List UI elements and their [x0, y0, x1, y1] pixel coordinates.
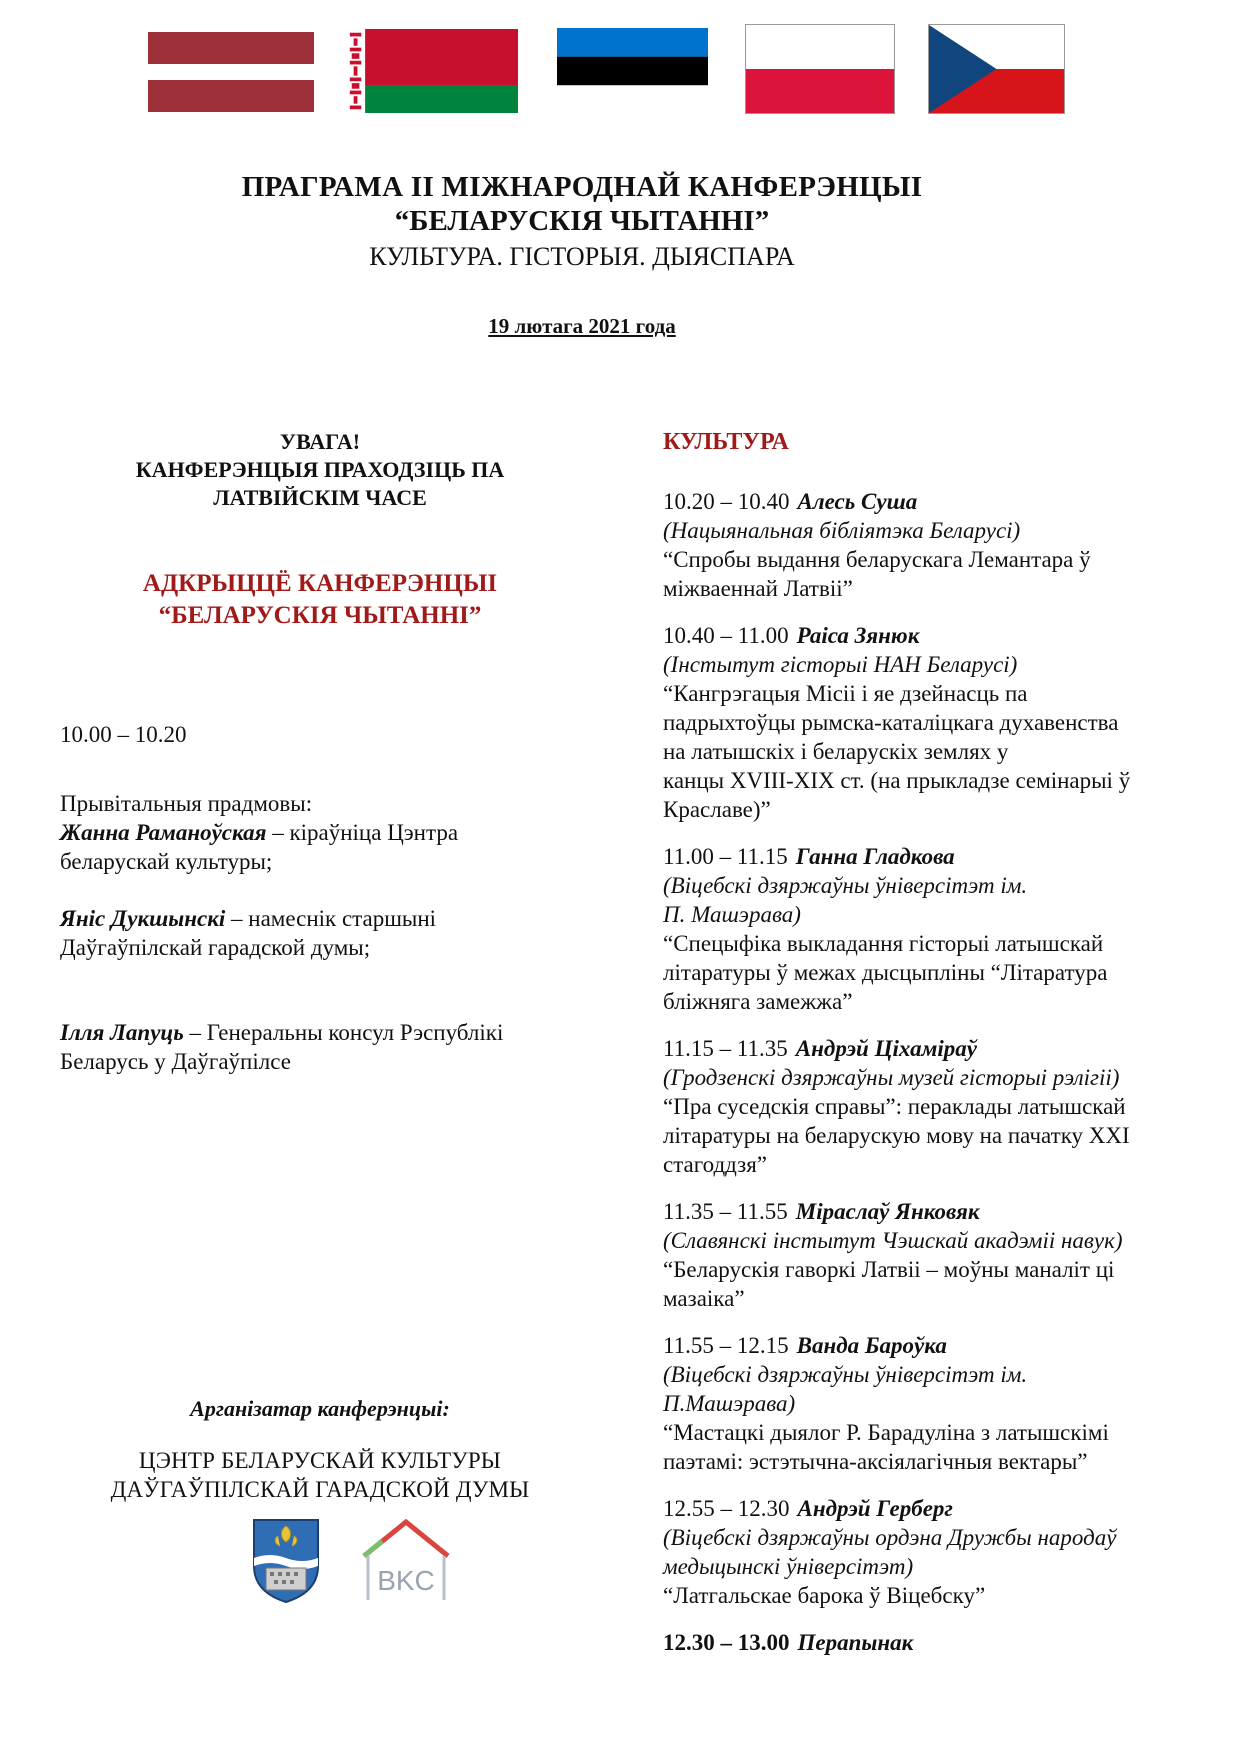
belarus-flag [346, 29, 518, 113]
talk-topic: міжваеннай Латвіі” [663, 576, 853, 601]
talk-time: 10.40 – 11.00 [663, 623, 789, 648]
talk-time: 10.20 – 10.40 [663, 489, 790, 514]
talk-speaker: Ганна Гладкова [795, 844, 955, 869]
talk-topic: “Спецыфіка выкладання гісторыі латышскай [663, 931, 1104, 956]
section-title-culture: КУЛЬТУРА [663, 429, 789, 455]
talk-topic: “Беларускія гаворкі Латвіі – моўны маналіт ці [663, 1257, 1115, 1282]
bkc-logo-text: BKC [377, 1565, 435, 1596]
speaker-role: – Генеральны консул Рэспублікі [183, 1020, 504, 1045]
organizer-name-line: ЦЭНТР БЕЛАРУСКАЙ КУЛЬТУРЫ [138, 1448, 502, 1473]
program-item [663, 1034, 1193, 1179]
notice-line: КАНФЕРЭНЦЫЯ ПРАХОДЗІЦЬ ПА [135, 457, 505, 482]
conference-subtitle: КУЛЬТУРА. ГІСТОРЫЯ. ДЫЯСПАРА [369, 242, 795, 271]
talk-institution: (Віцебскі дзяржаўны ордэна Дружбы народаў [663, 1525, 1117, 1550]
talk-topic: Краславе)” [663, 797, 771, 822]
organizer-logos [250, 1516, 470, 1606]
break-item [663, 1628, 1193, 1657]
talk-topic: стагоддзя” [663, 1152, 768, 1177]
talk-topic: літаратуры ў межах дысцыпліны “Літаратура [663, 960, 1108, 985]
talk-institution: (Славянскі інстытут Чэшскай акадэміі навук) [663, 1228, 1123, 1253]
organizer-name-line: ДАЎГАЎПІЛСКАЙ ГАРАДСКОЙ ДУМЫ [110, 1477, 530, 1502]
notice-line: УВАГА! [279, 429, 361, 454]
latvia-flag [148, 32, 314, 112]
speaker-role: Беларусь у Даўгаўпілсе [60, 1049, 291, 1074]
opening-title [60, 568, 580, 632]
speaker-name: Яніс Дукшынскі [60, 906, 226, 931]
estonia-flag [557, 28, 708, 114]
talk-topic: падрыхтоўцы рымска-каталіцкага духавенства [663, 710, 1119, 735]
opening-title-line: “БЕЛАРУСКІЯ ЧЫТАННІ” [158, 602, 482, 629]
talk-topic: “Латгальскае барока ў Віцебску” [663, 1583, 986, 1608]
talk-institution: медыцынскі ўніверсітэт) [663, 1554, 914, 1579]
break-time: 12.30 – 13.00 [663, 1630, 790, 1655]
talk-speaker: Міраслаў Янковяк [795, 1199, 980, 1224]
talk-speaker: Андрэй Герберг [797, 1496, 953, 1521]
document-header [0, 170, 1164, 274]
talk-topic: мазаіка” [663, 1286, 745, 1311]
program-item [663, 621, 1193, 824]
talk-topic: літаратуры на беларускую мову на пачатку ХХІ [663, 1123, 1130, 1148]
talk-speaker: Раіса Зянюк [796, 623, 920, 648]
program-item [663, 842, 1193, 1016]
program-item [663, 487, 1193, 603]
talk-institution: (Гродзенскі дзяржаўны музей гісторыі рэлігіі) [663, 1065, 1120, 1090]
speaker-role: Даўгаўпілскай гарадской думы; [60, 935, 371, 960]
greeting-speaker [60, 1018, 580, 1076]
program-item [663, 1494, 1193, 1610]
organizer-label: Арганізатар канферэнцыі: [190, 1396, 450, 1421]
program-title: ПРАГРАМА ІІ МІЖНАРОДНАЙ КАНФЕРЭНЦЫІ [241, 171, 923, 203]
program-item [663, 1331, 1193, 1476]
talk-institution: (Нацыянальная бібліятэка Беларусі) [663, 518, 1021, 543]
left-column [60, 428, 580, 1076]
talk-topic: “Спробы выдання беларускага Лемантара ў [663, 547, 1091, 572]
talk-institution: П.Машэрава) [663, 1391, 796, 1416]
speaker-role: – намеснік старшыні [225, 906, 437, 931]
program-item [663, 1197, 1193, 1313]
flags-row [0, 22, 1241, 114]
speaker-role: – кіраўніца Цэнтра [266, 820, 459, 845]
speaker-role: беларускай культуры; [60, 849, 273, 874]
break-label: Перапынак [797, 1630, 914, 1655]
talk-time: 11.35 – 11.55 [663, 1199, 788, 1224]
talk-topic: канцы ХVIII-ХІХ ст. (на прыкладзе семінарыі ў [663, 768, 1131, 793]
talk-institution: (Інстытут гісторыі НАН Беларусі) [663, 652, 1018, 677]
talk-time: 11.55 – 12.15 [663, 1333, 789, 1358]
czech-flag [928, 24, 1065, 114]
bkc-logo-icon [358, 1516, 454, 1606]
notice-line: ЛАТВІЙСКІМ ЧАСЕ [213, 485, 427, 510]
talk-time: 11.00 – 11.15 [663, 844, 788, 869]
talk-time: 11.15 – 11.35 [663, 1036, 788, 1061]
talk-time: 12.55 – 12.30 [663, 1496, 790, 1521]
opening-time: 10.00 – 10.20 [60, 722, 187, 747]
speaker-name: Жанна Раманоўская [60, 820, 267, 845]
conference-name: “БЕЛАРУСКІЯ ЧЫТАННІ” [394, 205, 770, 237]
talk-topic: “Мастацкі дыялог Р. Барадуліна з латышскімі [663, 1420, 1109, 1445]
talk-speaker: Андрэй Ціхаміраў [795, 1036, 977, 1061]
greetings-label: Прывітальныя прадмовы: [60, 791, 313, 816]
organizer-block [60, 1396, 580, 1504]
poland-flag [745, 24, 895, 114]
talk-topic: “Кангрэгацыя Місіі і яе дзейнасць па [663, 681, 1028, 706]
talk-institution: П. Машэрава) [663, 902, 801, 927]
conference-date: 19 лютага 2021 года [488, 314, 676, 338]
right-column [663, 428, 1193, 1657]
opening-title-line: АДКРЫЦЦЁ КАНФЕРЭНЦЫІ [142, 570, 498, 597]
greeting-speaker [60, 818, 580, 876]
talk-speaker: Алесь Суша [797, 489, 918, 514]
talk-topic: на латышскіх і беларускіх землях у [663, 739, 1009, 764]
talk-topic: “Пра суседскія справы”: пераклады латышскай [663, 1094, 1126, 1119]
talk-institution: (Віцебскі дзяржаўны ўніверсітэт ім. [663, 873, 1028, 898]
time-notice [60, 428, 580, 512]
speaker-name: Ілля Лапуць [60, 1020, 184, 1045]
talk-speaker: Ванда Бароўка [796, 1333, 947, 1358]
talk-topic: паэтамі: эстэтычна-аксіялагічныя вектары” [663, 1449, 1088, 1474]
talk-topic: бліжняга замежжа” [663, 989, 853, 1014]
organizer-name [60, 1446, 580, 1504]
talk-institution: (Віцебскі дзяржаўны ўніверсітэт ім. [663, 1362, 1028, 1387]
greeting-speaker [60, 904, 580, 962]
daugavpils-coat-of-arms-icon [250, 1516, 322, 1604]
